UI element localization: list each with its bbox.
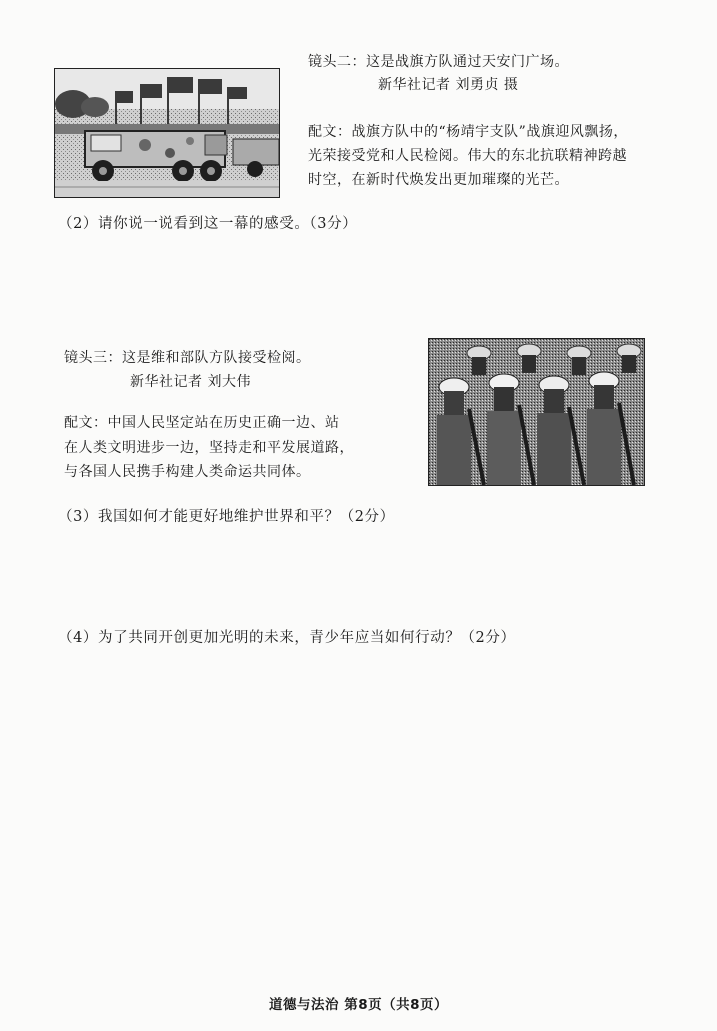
shot2-heading: 镜头二：这是战旗方队通过天安门广场。 bbox=[308, 54, 569, 70]
shot3-text-line2: 在人类文明进步一边，坚持走和平发展道路， bbox=[64, 440, 354, 456]
question-2: （2）请你说一说看到这一幕的感受。（3分） bbox=[58, 216, 358, 232]
peacekeeping-troops-photo bbox=[428, 338, 645, 486]
question-4: （4）为了共同开创更加光明的未来，青少年应当如何行动？（2分） bbox=[58, 630, 516, 646]
shot3-text-line1: 配文：中国人民坚定站在历史正确一边、站 bbox=[64, 415, 340, 431]
shot3-text-line3: 与各国人民携手构建人类命运共同体。 bbox=[64, 464, 311, 480]
shot2-credit: 新华社记者 刘勇贞 摄 bbox=[378, 77, 519, 93]
question-3: （3）我国如何才能更好地维护世界和平？（2分） bbox=[58, 509, 395, 525]
parade-vehicle-photo bbox=[54, 68, 280, 198]
shot3-credit: 新华社记者 刘大伟 bbox=[130, 374, 251, 390]
page-footer: 道德与法治 第8页（共8页） bbox=[269, 997, 448, 1013]
shot2-text-line2: 光荣接受党和人民检阅。伟大的东北抗联精神跨越 bbox=[308, 148, 627, 164]
shot2-text-line3: 时空，在新时代焕发出更加璀璨的光芒。 bbox=[308, 172, 569, 188]
shot3-heading: 镜头三：这是维和部队方队接受检阅。 bbox=[64, 350, 311, 366]
shot2-text-line1: 配文：战旗方队中的“杨靖宇支队”战旗迎风飘扬， bbox=[308, 124, 628, 140]
